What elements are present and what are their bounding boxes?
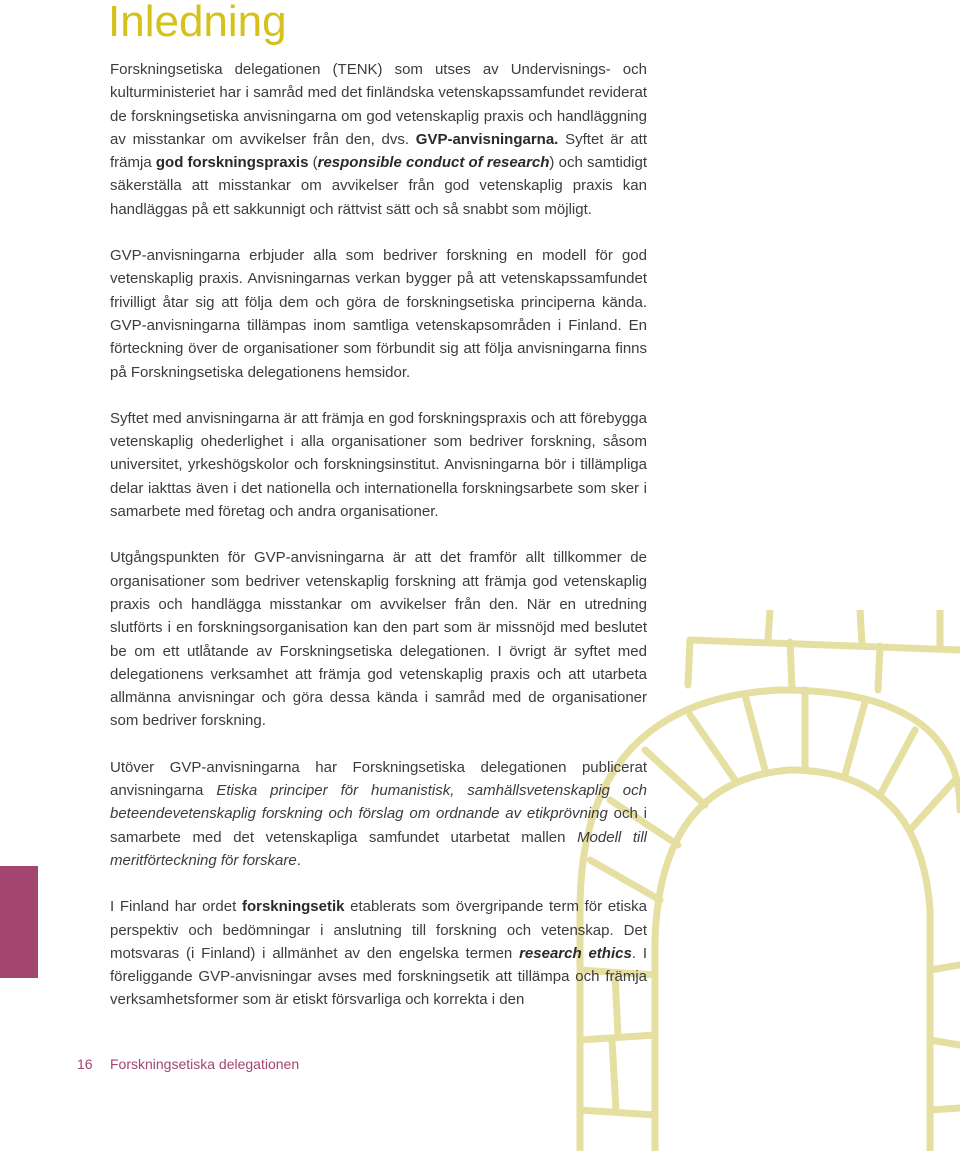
body-text	[110, 58, 647, 1012]
paragraph-intro	[110, 58, 647, 221]
paragraph-text: etablerats som övergripande term för etiska perspektiv och bedömningar i anslutning till forskning och vetenskap. Det motsvaras (i Finland) i allmänhet av den engelska termen	[110, 898, 648, 962]
emphasis-gvp: GVP-anvisningarna.	[415, 130, 559, 148]
publication-title: Etiska principer för humanistisk, samhällsvetenskaplig och beteendevetenskaplig forskning och förslag om ordnande av etikprövning	[110, 782, 647, 823]
emphasis-term: forskningsetik	[241, 898, 345, 916]
paragraph-purpose: Syftet med anvisningarna är att främja en god forskningspraxis och att förebygga vetenskaplig ohederlighet i alla organisationer som bedriver forskning, såsom universitet, yrkeshögskolor och forskningsinstitut. Anvisningarna bör i tillämpliga delar iakttas även i det nationella och internationella forskningsarbete som sker i samarbete med företag och andra organisationer.	[110, 409, 647, 521]
paragraph-text: I Finland har ordet	[110, 898, 242, 916]
page-title: Inledning	[108, 0, 287, 46]
paragraph-text: Syftet är att främja	[110, 130, 648, 172]
publication-title: Modell till meritförteckning för forskare	[110, 828, 647, 869]
emphasis-term: god forskningspraxis	[155, 154, 309, 172]
paragraph-starting-point: Utgångspunkten för GVP-anvisningarna är att det framför allt tillkommer de organisationer som bedriver vetenskaplig forskning att främja god vetenskaplig praxis och handlägga misstankar om avvikelser från den. När en utredning slutförts i en forskningsorganisation kan den part som är missnöjd med beslutet be om ett utlåtande av Forskningsetiska delegationen. I övrigt är syftet med delegationens verksamhet att främja god vetenskaplig praxis och att utarbeta allmänna anvisningar och göra dessa kända i samråd med de organisationer som bedriver forskning.	[110, 549, 647, 730]
paragraph-text: (	[308, 154, 318, 172]
paragraph-text: och i samarbete med det vetenskapliga samfundet utarbetat mallen	[110, 805, 647, 846]
paragraph-text: Forskningsetiska delegationen (TENK) som utses av Undervisnings- och kulturministeriet har i samråd med det finländska vetenskapssamfundet reviderat de forskningsetiska anvisningarna om god vetenskaplig praxis och handläggning av misstankar om avvikelser från den, dvs.	[110, 61, 647, 148]
paragraph-text: . I föreliggande GVP-anvisningar avses med forskningsetik att tillämpa och främja verksamhetsformer som är etiskt försvarliga och korrekta i den	[110, 944, 647, 1009]
page-number: 16	[77, 1056, 93, 1072]
section-color-tab	[0, 866, 38, 978]
emphasis-english-term: research ethics	[519, 944, 632, 962]
footer-publisher: Forskningsetiska delegationen	[110, 1056, 300, 1072]
paragraph-text: ) och samtidigt säkerställa att misstankar om avvikelser från god vetenskaplig praxis kan handläggas på ett sakkunnigt och rättvist sätt och så snabbt som möjligt.	[110, 154, 648, 218]
paragraph-publications	[110, 756, 647, 872]
emphasis-english-term: responsible conduct of research	[317, 154, 550, 172]
paragraph-gvp-model: GVP-anvisningarna erbjuder alla som bedriver forskning en modell för god vetenskaplig praxis. Anvisningarnas verkan bygger på att vetenskapssamfundet frivilligt åtar sig att följa dem och göra de forskningsetiska principerna kända. GVP-anvisningarna tillämpas inom samtliga vetenskapsområden i Finland. En förteckning över de organisationer som förbundit sig att följa anvisningarna finns på Forskningsetiska delegationens hemsidor.	[110, 247, 647, 381]
paragraph-text: .	[296, 851, 301, 869]
page-footer	[77, 1054, 299, 1074]
paragraph-text: Utöver GVP-anvisningarna har Forskningsetiska delegationen publicerat anvisningarna	[110, 758, 647, 800]
paragraph-research-ethics	[110, 895, 647, 1011]
